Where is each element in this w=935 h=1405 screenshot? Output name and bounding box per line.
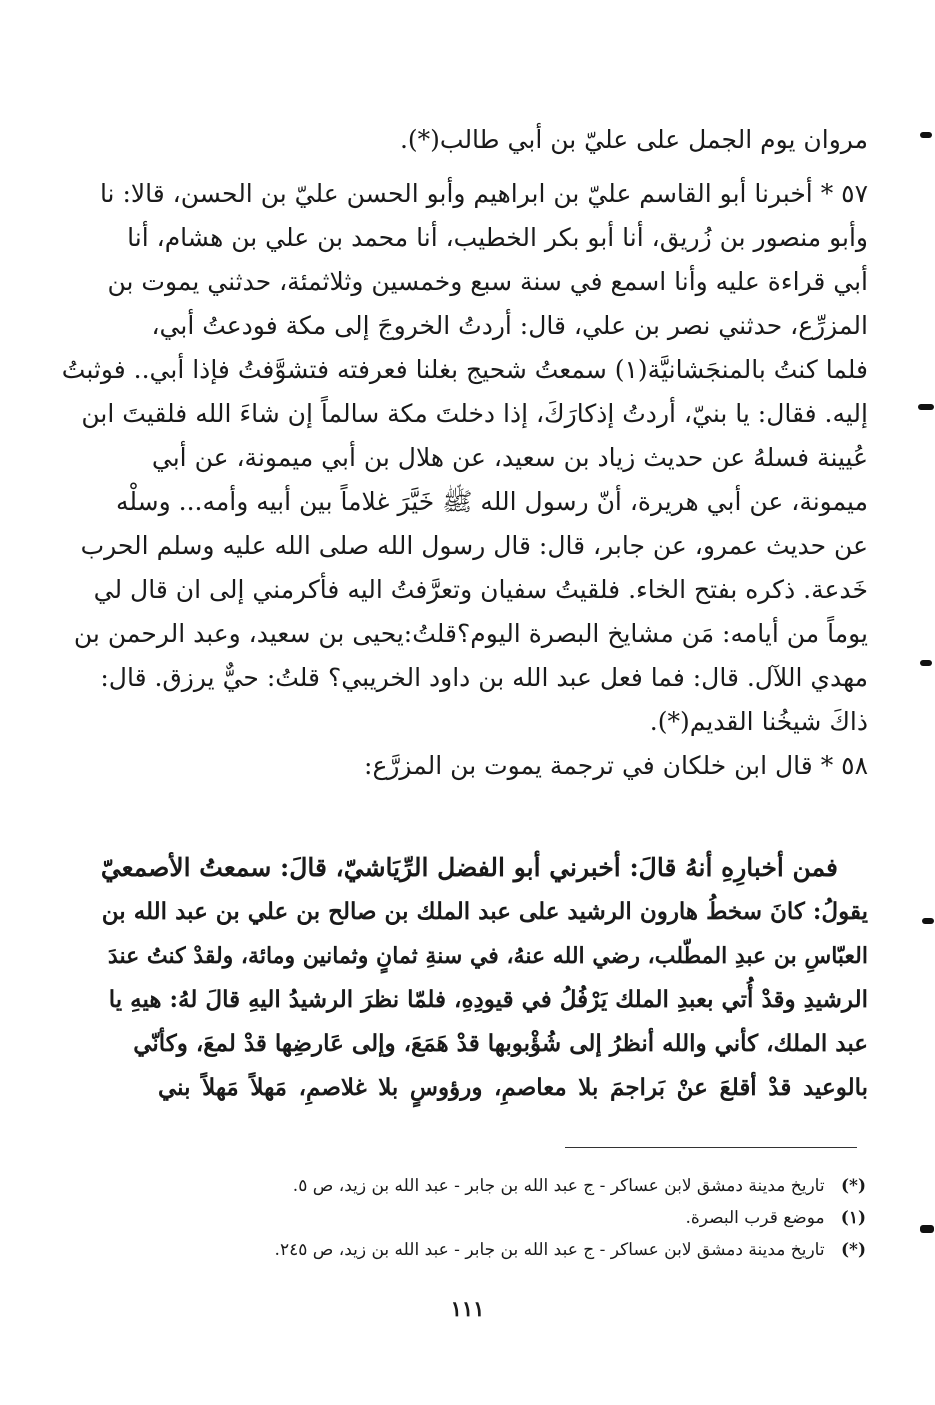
footnote	[190, 1234, 866, 1266]
text-line: مهدي اللآل. قال: فما فعل عبد الله بن داود الخريبي؟ قلتُ: حيٌّ يرزق. قال:	[100, 663, 868, 692]
margin-mark	[920, 1225, 934, 1233]
footnote	[190, 1170, 866, 1202]
main-text-part1	[61, 118, 868, 788]
text-line: الرشيدِ وقدْ أُتي بعبدِ الملك يَرْفُلُ في قيودِهِ، فلمّا نظرَ الرشيدُ اليهِ قالَ لهُ: هيهِ يا	[108, 986, 868, 1013]
text-line: ٥٧ * أخبرنا أبو القاسم عليّ بن ابراهيم وأبو الحسن عليّ بن الحسن، قالا: نا	[99, 179, 868, 208]
text-line: فمن أخبارِهِ أنهُ قالَ: أخبرني أبو الفضل الرِّيَاشيّ، قالَ: سمعتُ الأصمعيّ	[100, 853, 838, 882]
text-line: إليه. فقال: يا بنيّ، أردتُ إذكارَكَ، إذا دخلتَ مكة سالماً إن شاءَ الله فلقيتَ ابن	[81, 399, 868, 428]
main-text-part2	[100, 846, 868, 1110]
text-line: فلما كنتُ بالمنجَشانيَّة(١) سمعتُ شحيج بغلنا فعرفته فتشوَّفتُ فإذا أبي.. فوثبتُ	[61, 355, 868, 384]
footnote-mark: (*)	[841, 1176, 866, 1196]
footnote-text: موضع قرب البصرة.	[685, 1208, 825, 1228]
text-line: وأبو منصور بن زُريق، أنا أبو بكر الخطيب، أنا محمد بن علي بن هشام، أنا	[127, 223, 868, 252]
text-line: مروان يوم الجمل على عليّ بن أبي طالب(*).	[399, 125, 868, 154]
footnote	[190, 1202, 866, 1234]
text-line: خَدعة. ذكره بفتح الخاء. فلقيتُ سفيان وتعرَّفتُ اليه فأكرمني إلى ان قال لي	[93, 575, 868, 604]
text-line: عن حديث عمرو، عن جابر، قال: قال رسول الله صلى الله عليه وسلم الحرب	[80, 531, 868, 560]
text-line: ذاكَ شيخُنا القديم(*).	[649, 707, 868, 736]
page-number: ١١١	[450, 1296, 485, 1321]
footnote-mark: (*)	[841, 1240, 866, 1260]
text-line: ميمونة، عن أبي هريرة، أنّ رسول الله ﷺ خَيَّرَ غلاماً بين أبيه وأمه... وسلْه	[115, 487, 868, 516]
footnote-text: تاريخ مدينة دمشق لابن عساكر - ج عبد الله بن جابر - عبد الله بن زيد، ص ٢٤٥.	[274, 1240, 825, 1260]
text-line: المزرِّع، حدثني نصر بن علي، قال: أردتُ الخروجَ إلى مكة فودعتُ أبي،	[151, 311, 868, 340]
text-line: عُيينة فسلهُ عن حديث زياد بن سعيد، عن هلال بن أبي ميمونة، عن أبي	[151, 443, 868, 472]
margin-mark	[920, 660, 932, 666]
text-line: بالوعيد قدْ أقلعَ عنْ بَراجمَ بلا معاصمِ، ورؤوسٍ بلا غلاصمِ، مَهلاً مَهلاً بني	[158, 1074, 868, 1101]
footnote-text: تاريخ مدينة دمشق لابن عساكر - ج عبد الله بن جابر - عبد الله بن زيد، ص ٥.	[292, 1176, 825, 1196]
text-line: يقولُ: كانَ سخطُ هارون الرشيد على عبد الملك بن صالح بن علي بن عبد الله بن	[101, 898, 868, 925]
footnotes	[190, 1170, 866, 1266]
text-line: أبي قراءة عليه وأنا اسمع في سنة سبع وخمسين وثلاثمئة، حدثني يموت بن	[107, 267, 868, 296]
footnote-divider	[565, 1147, 857, 1148]
margin-mark	[922, 918, 934, 924]
margin-mark	[918, 404, 934, 410]
text-line: العبّاسِ بن عبدِ المطّلب، رضي الله عنهُ، في سنةِ ثمانٍ وثمانين ومائة، ولقدْ كنتُ عندَ	[107, 943, 868, 969]
margin-mark	[920, 132, 932, 138]
text-line: ٥٨ * قال ابن خلكان في ترجمة يموت بن المزرَّع:	[364, 751, 868, 780]
text-line: عبد الملك، كأني والله أنظرُ إلى شُؤْبوبها قدْ هَمَعَ، وإلى عَارضِها قدْ لمعَ، وكأنّي	[133, 1030, 868, 1057]
footnote-mark: (١)	[840, 1208, 866, 1228]
text-line: يوماً من أيامه: مَن مشايخ البصرة اليوم؟قلتُ:يحيى بن سعيد، وعبد الرحمن بن	[73, 619, 868, 648]
